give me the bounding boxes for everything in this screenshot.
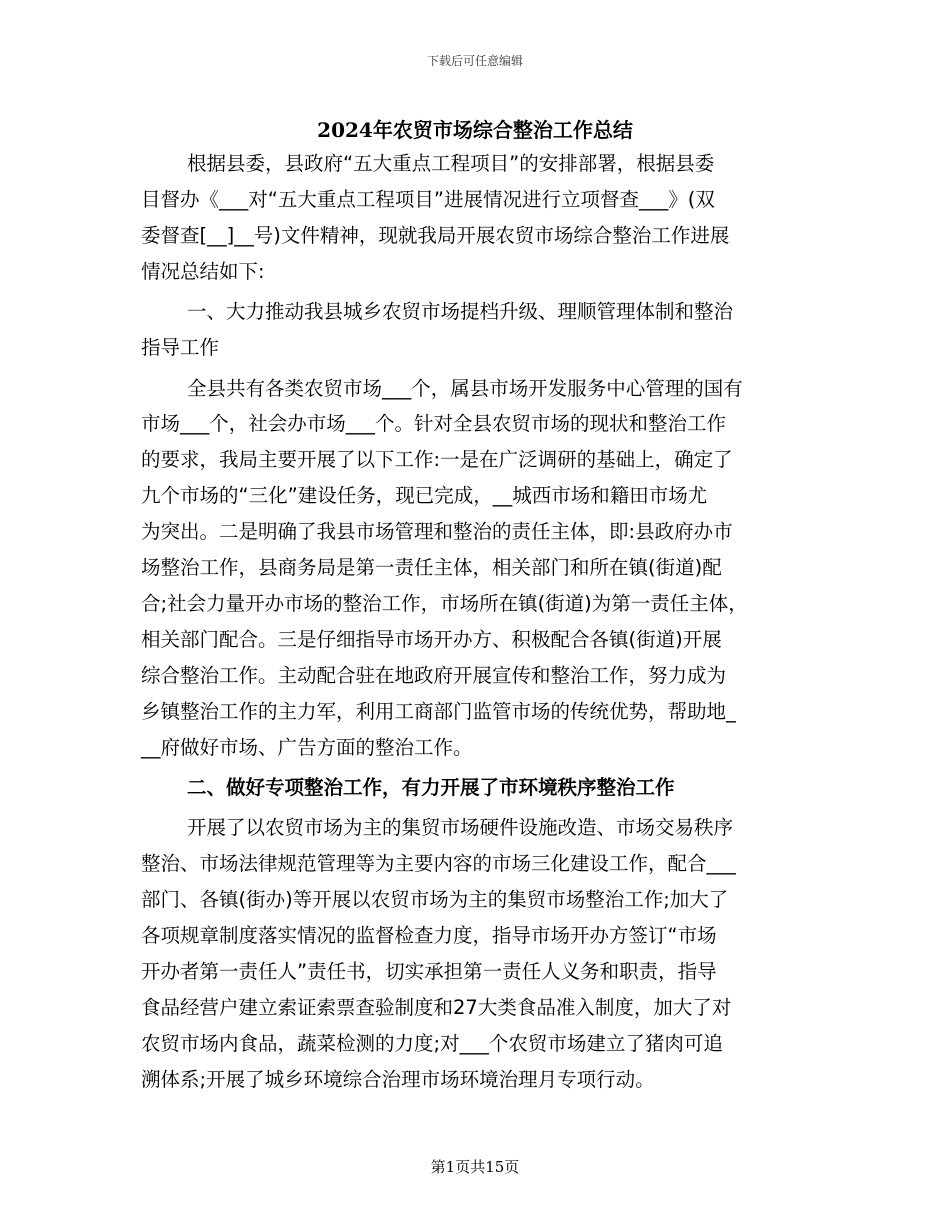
body-line: 委督查[__]__号)文件精神，现就我局开展农贸市场综合整治工作进展	[141, 224, 730, 247]
body-line: __府做好市场、广告方面的整治工作。	[141, 736, 473, 759]
body-line: 相关部门配合。三是仔细指导市场开办方、积极配合各镇(街道)开展	[141, 628, 722, 651]
body-line: 目督办《___对“五大重点工程项目”进展情况进行立项督查___》(双	[141, 188, 715, 211]
body-line: 九个市场的“三化”建设任务，现已完成，__城西市场和籍田市场尤	[141, 484, 708, 507]
page-number: 第1页共15页	[430, 1158, 520, 1176]
body-line: 全县共有各类农贸市场___个，属县市场开发服务中心管理的国有	[187, 377, 743, 400]
body-line: 各项规章制度落实情况的监督检查力度，指导市场开办方签订“市场	[141, 924, 717, 947]
body-line: 开办者第一责任人”责任书，切实承担第一责任人义务和职责，指导	[141, 960, 717, 983]
page-header: 下载后可任意编辑	[426, 54, 523, 68]
body-line: 合;社会力量开办市场的整治工作，市场所在镇(街道)为第一责任主体，	[141, 592, 748, 615]
section-heading: 二、做好专项整治工作，有力开展了市环境秩序整治工作	[187, 776, 675, 799]
body-line: 综合整治工作。主动配合驻在地政府开展宣传和整治工作，努力成为	[141, 664, 727, 687]
body-line: 部门、各镇(街办)等开展以农贸市场为主的集贸市场整治工作;加大了	[141, 888, 729, 911]
body-line: 的要求，我局主要开展了以下工作:一是在广泛调研的基础上，确定了	[141, 448, 733, 471]
body-line: 农贸市场内食品，蔬菜检测的力度;对___个农贸市场建立了猪肉可追	[141, 1032, 723, 1055]
body-line: 开展了以农贸市场为主的集贸市场硬件设施改造、市场交易秩序	[187, 816, 734, 839]
body-line: 食品经营户建立索证索票查验制度和27大类食品准入制度，加大了对	[141, 996, 732, 1019]
body-line: 场整治工作，县商务局是第一责任主体，相关部门和所在镇(街道)配	[141, 556, 722, 579]
section-heading: 指导工作	[141, 336, 220, 359]
body-line: 为突出。二是明确了我县市场管理和整治的责任主体，即:县政府办市	[141, 520, 733, 543]
body-line: 情况总结如下:	[141, 260, 265, 283]
body-line: 市场___个，社会办市场___个。针对全县农贸市场的现状和整治工作	[141, 412, 727, 435]
body-line: 整治、市场法律规范管理等为主要内容的市场三化建设工作，配合___	[141, 852, 736, 875]
body-line: 溯体系;开展了城乡环境综合治理市场环境治理月专项行动。	[141, 1068, 655, 1091]
section-heading: 一、大力推动我县城乡农贸市场提档升级、理顺管理体制和整治	[187, 300, 734, 323]
document-title: 2024年农贸市场综合整治工作总结	[317, 118, 633, 142]
body-line: 乡镇整治工作的主力军，利用工商部门监管市场的传统优势，帮助地_	[141, 700, 736, 723]
body-line: 根据县委，县政府“五大重点工程项目”的安排部署，根据县委	[187, 152, 715, 175]
